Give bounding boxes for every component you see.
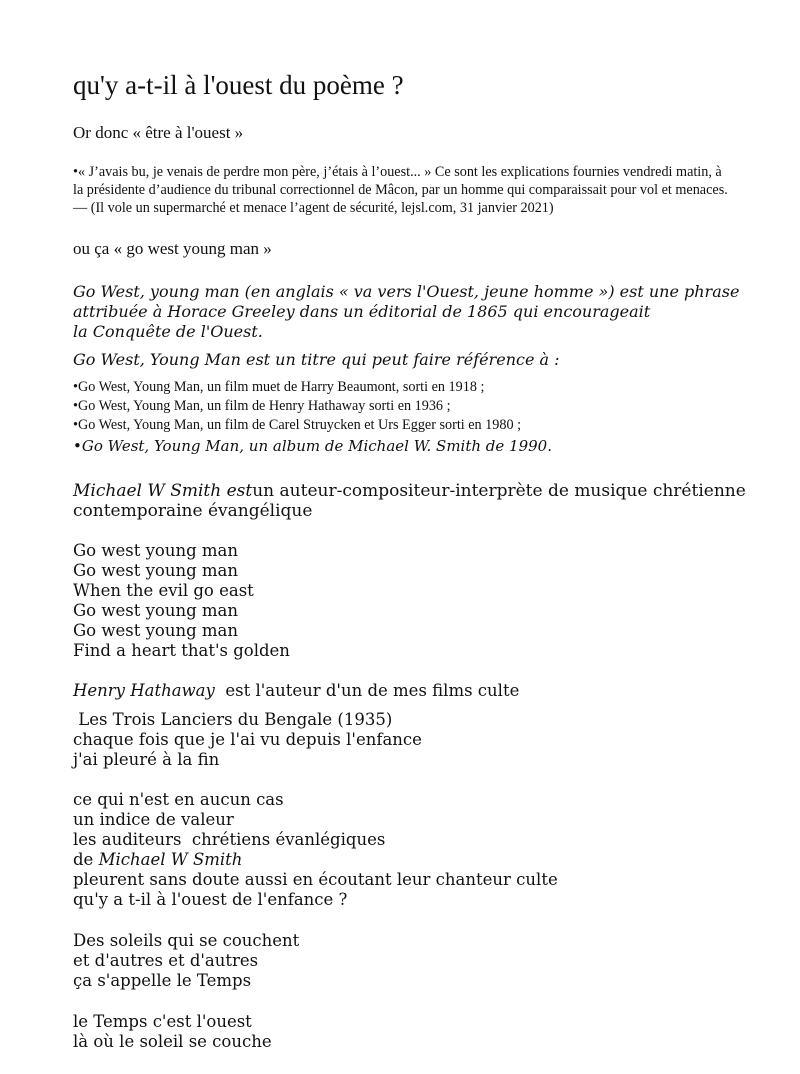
lyric-line: Go west young man (73, 541, 239, 560)
poem-line: les auditeurs chrétiens évanlégiques (73, 830, 386, 849)
go-west-title-line: Go West, Young Man est un titre qui peut faire référence à : (73, 350, 560, 369)
director-name: Henry Hathaway (73, 681, 215, 700)
poem-line: Des soleils qui se couchent (73, 931, 300, 950)
poem-line: qu'y a t-il à l'ouest de l'enfance ? (73, 890, 348, 909)
temps-stanza (73, 1012, 272, 1052)
poem-line: un indice de valeur (73, 810, 234, 829)
lyrics-stanza (73, 541, 290, 661)
poem-line: j'ai pleuré à la fin (73, 750, 220, 769)
poem-line: pleurent sans doute aussi en écoutant leur chanteur culte (73, 870, 558, 889)
quote-paragraph: •« J’avais bu, je venais de perdre mon père, j’étais à l’ouest... » Ce sont les explications fournies vendredi matin, à la présidente d’audience du tribunal correctionnel de Mâcon, par un homme qui comparaissait pour vol et menaces. — (Il vole un supermarché et menace l’agent de sécurité, lejsl.com, 31 janvier 2021) (73, 164, 728, 217)
lanciers-stanza (73, 710, 422, 770)
michael-w-smith-paragraph (73, 481, 773, 521)
lyric-line: When the evil go east (73, 581, 254, 600)
mws-line: un auteur-compositeur-interprète de musique chrétienne (252, 481, 746, 501)
lyric-line: Go west young man (73, 561, 239, 580)
hathaway-line (73, 681, 519, 701)
poem-line: ça s'appelle le Temps (73, 971, 252, 990)
soleils-stanza (73, 931, 299, 991)
page-title: qu'y a-t-il à l'ouest du poème ? (73, 70, 404, 100)
poem-line (73, 850, 558, 870)
subtitle: Or donc « être à l'ouest » (73, 123, 244, 142)
go-west-line: la Conquête de l'Ouest. (73, 322, 263, 341)
lyric-line: Find a heart that's golden (73, 641, 290, 660)
lyric-line: Go west young man (73, 601, 239, 620)
poem-line-prefix: de (73, 850, 99, 869)
lyric-line: Go west young man (73, 621, 239, 640)
list-item: •Go West, Young Man, un film de Carel Struycken et Urs Egger sorti en 1980 ; (73, 417, 522, 433)
poem-line: et d'autres et d'autres (73, 951, 259, 970)
list-item: •Go West, Young Man, un film de Henry Hathaway sorti en 1936 ; (73, 398, 451, 414)
valeur-stanza (73, 790, 558, 910)
poem-line: chaque fois que je l'ai vu depuis l'enfance (73, 730, 422, 749)
poem-line: là où le soleil se couche (73, 1032, 272, 1051)
poem-line: le Temps c'est l'ouest (73, 1012, 252, 1031)
films-list (73, 378, 552, 457)
artist-name: Michael W Smith est (73, 481, 253, 501)
poem-line: ce qui n'est en aucun cas (73, 790, 284, 809)
hathaway-rest: est l'auteur d'un de mes films culte (214, 681, 520, 700)
list-item: •Go West, Young Man, un album de Michael W. Smith de 1990. (73, 437, 552, 455)
go-west-paragraph (73, 282, 773, 342)
poem-line: Les Trois Lanciers du Bengale (1935) (73, 710, 393, 729)
ou-ca-line: ou ça « go west young man » (73, 239, 272, 258)
artist-name: Michael W Smith (98, 850, 243, 869)
go-west-line: Go West, young man (en anglais « va vers l'Ouest, jeune homme ») est une phrase (73, 282, 740, 301)
list-item: •Go West, Young Man, un film muet de Harry Beaumont, sorti en 1918 ; (73, 379, 485, 395)
go-west-line: attribuée à Horace Greeley dans un éditorial de 1865 qui encourageait (73, 302, 651, 321)
mws-line: contemporaine évangélique (73, 501, 313, 521)
